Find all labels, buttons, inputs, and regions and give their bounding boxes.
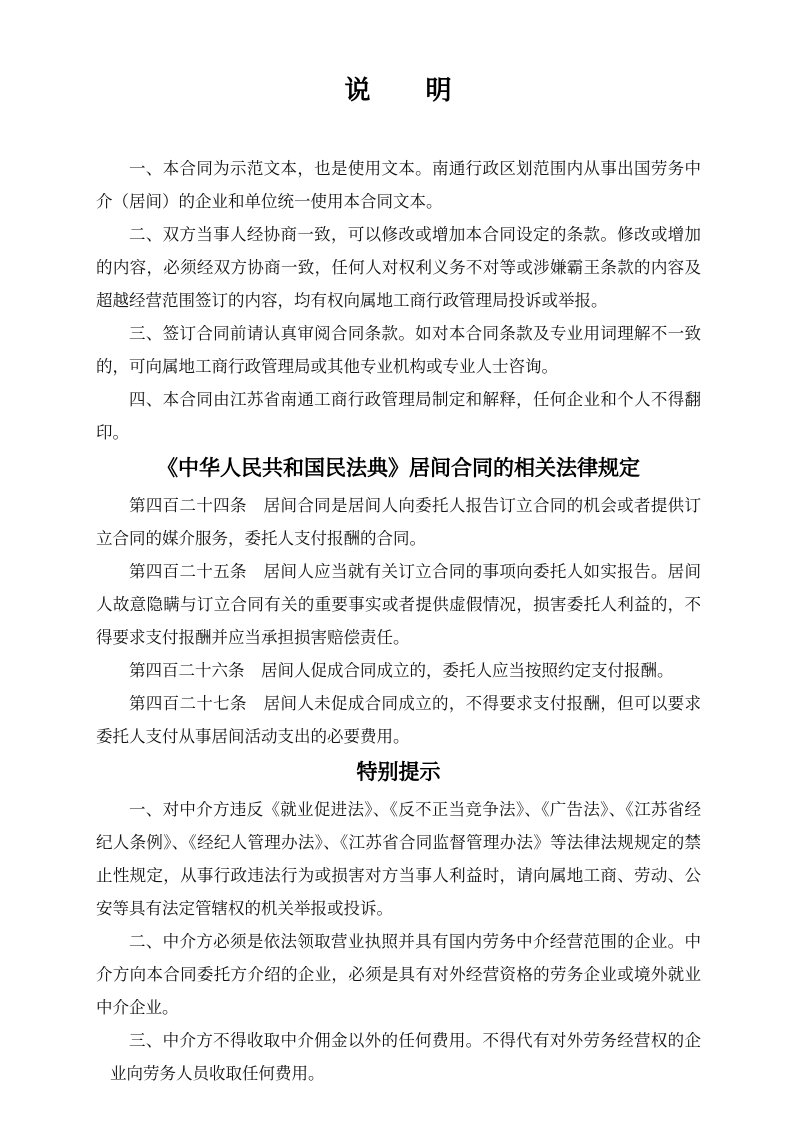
document-title: 说 明 — [344, 75, 453, 105]
law-section-heading: 《中华人民共和国民法典》居间合同的相关法律规定 — [157, 457, 640, 480]
law-article-424: 第四百二十四条 居间合同是居间人向委托人报告订立合同的机会或者提供订立合同的媒介服务，委托人支付报酬的合同。 — [96, 496, 701, 548]
special-notice-heading: 特别提示 — [356, 761, 441, 784]
special-paragraph-3: 三、中介方不得收取中介佣金以外的任何费用。不得代有对外劳务经营权的企业向劳务人员收取任何费用。 — [110, 1031, 701, 1083]
note-paragraph-2: 二、双方当事人经协商一致，可以修改或增加本合同设定的条款。修改或增加的内容，必须经双方协商一致，任何人对权利义务不对等或涉嫌霸王条款的内容及超越经营范围签订的内容，均有权向属地工商行政管理局投诉或举报。 — [96, 225, 701, 310]
note-paragraph-4: 四、本合同由江苏省南通工商行政管理局制定和解释，任何企业和个人不得翻印。 — [96, 390, 701, 442]
law-article-426: 第四百二十六条 居间人促成合同成立的，委托人应当按照约定支付报酬。 — [129, 661, 674, 680]
special-paragraph-2: 二、中介方必须是依法领取营业执照并具有国内劳务中介经营范围的企业。中介方向本合同委托方介绍的企业，必须是具有对外经营资格的劳务企业或境外就业中介企业。 — [96, 932, 701, 1017]
note-paragraph-3: 三、签订合同前请认真审阅合同条款。如对本合同条款及专业用词理解不一致的，可向属地工商行政管理局或其他专业机构或专业人士咨询。 — [96, 324, 701, 376]
note-paragraph-1: 一、本合同为示范文本，也是使用文本。南通行政区划范围内从事出国劳务中介（居间）的企业和单位统一使用本合同文本。 — [96, 159, 701, 211]
special-paragraph-1: 一、对中介方违反《就业促进法》、《反不正当竞争法》、《广告法》、《江苏省经纪人条例》、《经纪人管理办法》、《江苏省合同监督管理办法》等法律法规规定的禁止性规定，从事行政违法行为或损害对方当事人利益时，请向属地工商、劳动、公安等具有法定管辖权的机关举报或投诉。 — [96, 800, 701, 918]
law-article-425: 第四百二十五条 居间人应当就有关订立合同的事项向委托人如实报告。居间人故意隐瞒与订立合同有关的重要事实或者提供虚假情况，损害委托人利益的，不得要求支付报酬并应当承担损害赔偿责任。 — [96, 562, 701, 647]
law-article-427: 第四百二十七条 居间人未促成合同成立的，不得要求支付报酬，但可以要求委托人支付从事居间活动支出的必要费用。 — [96, 694, 701, 746]
